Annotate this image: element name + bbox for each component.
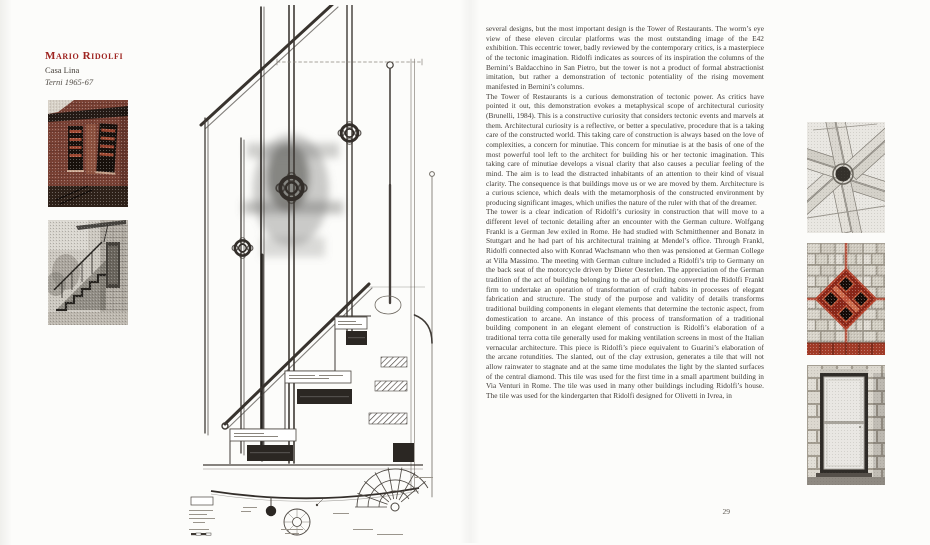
stair-plan bbox=[189, 468, 433, 536]
project-location-date: Terni 1965-67 bbox=[45, 77, 94, 87]
project-title: Casa Lina bbox=[45, 65, 80, 75]
photo-terracotta-grille bbox=[807, 243, 885, 355]
photo-exterior-stair-image bbox=[48, 220, 128, 325]
photo-ceiling-pattern-image bbox=[807, 122, 885, 233]
photo-house-exterior bbox=[48, 100, 128, 207]
paragraph: The Tower of Restaurants is a curious demonstration of tectonic power. As critics have pointed it out, this demonstration evokes a metaphysical scope of architectural curiosity (Brunelli, 1984). This is a constructive curiosity that considers tectonic events and marvels at them. Architectural curiosity is a reflective, or better a speculative, procedure that is a taking care of the constructed world. This taking care of construction is always based on the love of complexities, a concern for minutiae. This concern for minutiae is at the basis of one of the most powerful tool left to the architect for building his or her tectonic imagination. This taking care of minutiae develops a visual clarity that also causes a peculiar feeling of the mind. The aim is to lead the distracted inhabitants of an attention to their kind of visual clarity. The consequence is that buildings move us or we are moved by them. Architecture is a curious science, which deals with the metamorphosis of the constructed environment by producing significant images, which unifies the nature of the ruler with that of the dreamer. bbox=[486, 91, 764, 207]
paragraph: The tower is a clear indication of Ridolfi’s curiosity in construction that will move to a different level of tectonic detailing after an encounter with the German culture. Wolfgang Frankl is a German Jew exiled in Rome. He had studied with Schmitthenner and Bonatz in Stuttgart and he had part of his architectural training at Mendel’s office. Through Frankl, Ridolfi connected also with Konrad Wachsmann who then was pensioned at German College at Villa Massimo. The meeting with German culture included a Ridolfi’s trip to Germany on the back seat of the motorcycle driven by Dieter Oesterlen. The appreciation of the German tradition of the act of building belonging to the art of building converted the Ridolfi Frankl firm to undertake an operation of transformation of craft habits in processes of elegant fabrication and structure. The study of the purpose and validity of details transforms traditional building components in elegant elements that determine the tectonic aspect, from domestication to arcane. An instance of this process of transformation of a traditional building component in an elegant element of construction is Ridolfi’s elaboration of a traditional terra cotta tile generally used for making ventilation screens in most of the Italian vernacular architecture. This piece is Ridolfi’s piece equivalent to Guarini’s elaboration of the arcane rotundities. The slanted, out of the clay extrusion, generates a tile that will not allow rainwater to stagnate and at the same time modulates the light by the slanted surfaces of the central diamond. This tile was used for the first time in a small apartment building in Via Venturi in Rome. The tile was used in many other buildings including Ridolfi’s house. The tile was used for the kindergarten that Ridolfi designed for Olivetti in Ivrea, in bbox=[486, 207, 764, 400]
page-number: 29 bbox=[722, 507, 730, 516]
photo-exterior-stair bbox=[48, 220, 128, 325]
scale-bar bbox=[191, 533, 211, 535]
project-header bbox=[45, 50, 175, 88]
photo-door bbox=[807, 365, 885, 485]
stair-section bbox=[203, 287, 425, 469]
plan-annotations bbox=[189, 477, 433, 535]
photo-ceiling-pattern bbox=[807, 122, 885, 233]
stair-working-drawing bbox=[185, 5, 465, 540]
photo-door-image bbox=[807, 365, 885, 485]
paragraph: several designs, but the most important design is the Tower of Restaurants. The worm’s eye view of these eleven circular platforms was the most outstanding image of the E42 exhibition. This eccentric tower, badly reviewed by the contemporary critics, is a masterpiece of the tectonic imagination. Ridolfi indicates as sources of its inspiration the columns of the Bernini’s Baldacchino in San Pietro, but the tower is not a product of formal abstractionist imitation, but rather a demonstration of tectonic potentiality of the rising movement manifested in Bernini’s columns. bbox=[486, 24, 764, 91]
photo-house-exterior-image bbox=[48, 100, 128, 207]
drawing-stair-detail bbox=[185, 5, 465, 540]
body-text-column bbox=[486, 24, 764, 401]
photo-terracotta-grille-image bbox=[807, 243, 885, 355]
architect-name: Mario Ridolfi bbox=[45, 50, 124, 62]
